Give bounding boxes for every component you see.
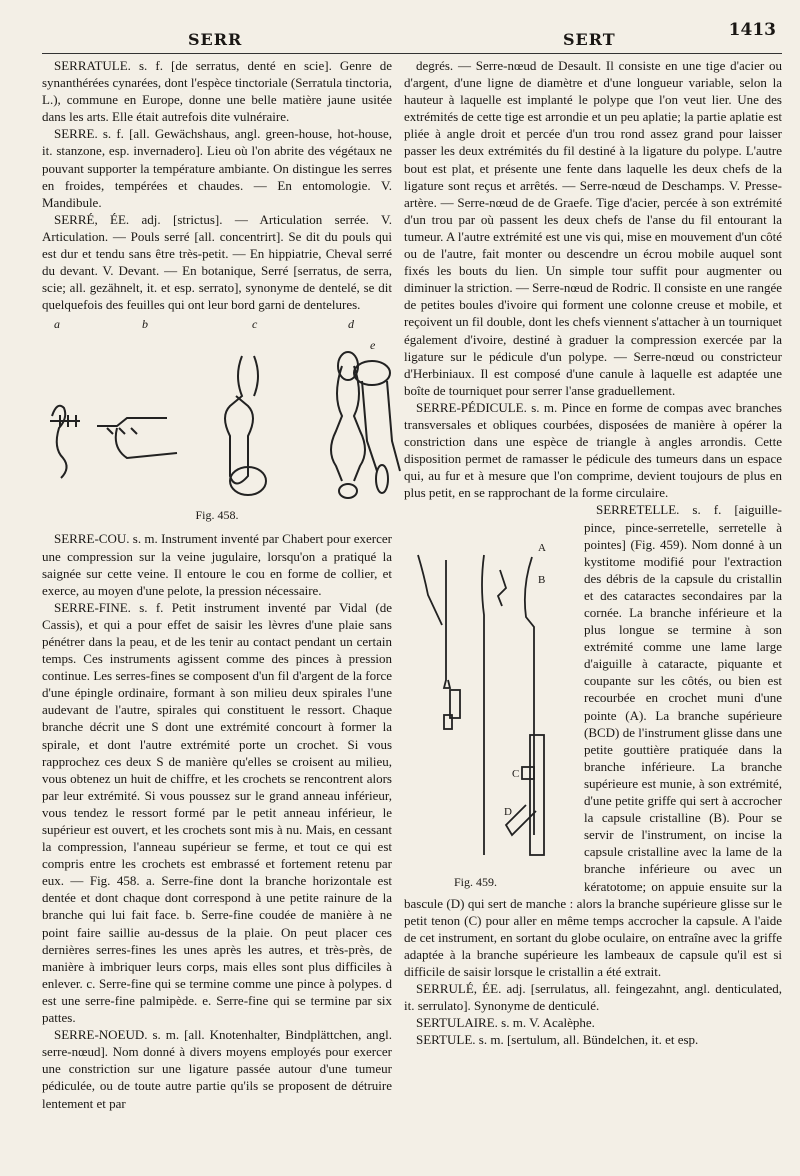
fig459-label-C: C bbox=[512, 768, 520, 781]
serretelle-illustration bbox=[404, 505, 576, 875]
entry-serratule: SERRATULE. s. f. [de serratus, denté en scie]. Genre de synanthérées cynarées, dont l'espèce tinctoriale (Serratula tinctoria, L.), commune en Europe, donne une belle matière jaune usitée dans les arts. Elle était autrefois dite vulnéraire. bbox=[42, 58, 392, 125]
fig459-label-A: A bbox=[538, 542, 546, 555]
entry-serre-noeud: SERRE-NOEUD. s. m. [all. Knotenhalter, Bindplättchen, angl. serre-nœud]. Nom donné à divers moyens employés pour exercer une constriction sur une ligature passée autour d'une tumeur pédiculée, ou de toute autre partie qu'ils se proposent de détruire lentement et par bbox=[42, 1027, 392, 1111]
entry-serre-adj: SERRÉ, ÉE. adj. [strictus]. — Articulation serrée. V. Articulation. — Pouls serré [all. concentrirt]. Se dit du pouls qui est dur et tendu sans être très-petit. — En hippiatrie, Cheval serré du devant. V. Devant. — En botanique, Serré [serratus, de serra, scie; all. gezähnelt, it. et esp. serrato], synonyme de dentelé, se dit quelquefois des feuilles qui ont leur bord garni de dentelures. bbox=[42, 211, 392, 313]
running-head-center: SERT bbox=[563, 30, 616, 49]
left-column bbox=[42, 57, 392, 1112]
entry-sertulaire: SERTULAIRE. s. m. V. Acalèphe. bbox=[416, 1015, 595, 1031]
entry-serretelle: SERRETELLE. s. f. [aiguille-pince, pince-serretelle, serretelle à pointes] (Fig. 459). Nom donné à un kystitome modifié pour l'extraction des débris de la capsule du cristallin et des cataractes secondaires par la cornée. La branche inférieure et la plus longue se termine à son extrémité comme une lame large d'aiguille à cataracte, piquante et coupante sur les côtés, ou bien est recourbée en crochet muni d'une pointe (A). La branche supérieure (BCD) de l'instrument glisse dans une petite gouttière pratiquée dans la branche inférieure. La branche supérieure est munie, à son extrémité, d'une petite griffe qui sert à accrocher la capsule cristalline (B). Pour se servir de l'instrument, on incise la capsule cristalline avec la lame de la branche inférieure ou avec un kératotome; on appuie ensuite sur la bascule (D) qui sert de manche : alors la branche supérieure glisse sur le petit tenon (C) pour aller en même temps accrocher la capsule. A l'aide de cet instrument, en sortant du globe oculaire, on entraîne avec la griffe adaptée à la branche supérieure les lambeaux de capsule qu'il est si difficile de saisir lorsque le cristallin a été extrait. bbox=[404, 502, 782, 979]
serre-fine-illustration bbox=[42, 326, 392, 506]
fig458-label-b: b bbox=[142, 317, 148, 332]
figure-458 bbox=[42, 316, 392, 524]
serre-fine-six-legs-illustration bbox=[352, 359, 412, 499]
figure-459 bbox=[404, 505, 576, 893]
fig458-label-d: d bbox=[348, 317, 354, 332]
fig459-label-D: D bbox=[504, 806, 512, 819]
entry-serre-fine: SERRE-FINE. s. f. Petit instrument inventé par Vidal (de Cassis), et qui a pour effet de saisir les lèvres d'une plaie sans pénétrer dans la peau, et de les tenir au contact pendant un certain temps. Ces instruments agissent comme des pinces à pression continue. Les serres-fines se composent d'un fil d'argent de la force d'une épingle ordinaire, formant à son milieu deux spirales l'une audevant de l'autre, spirales qui constituent le ressort. Chaque branche décrit une S dont une extrémité concourt à former la spirale, et dont l'autre extrémité porte un crochet. Si vous rapprochez ces deux S de manière qu'elles se croisent au milieu, vous obtenez un huit de chiffre, et les crochets se rencontrent alors par leur extrémité. Si vous poussez sur le grand anneau inférieur, vous tendez le ressort formé par le petit anneau inférieur, le supérieur est ouvert, et les crochets sont mis à nu. Mais, en cessant la compression, l'anneau supérieur se ferme, et tout ce qui est compris entre les crochets est embrassé et fortement retenu par eux. — Fig. 458. a. Serre-fine dont la branche horizontale est dentée et dont chaque dont correspond à une petite rainure de la branche qui lui fait face. b. Serre-fine coudée de manière à ne point faire saillie au-dessus de la plaie. On peut placer ces dernières serres-fines les unes après les autres, et très-près, de manière à imbriquer leurs corps, mais elles sont plus difficiles à enlever. c. Serre-fine qui se termine comme une pince à polypes. d est une serre-fine palmipède. e. Serre-fine qui se termine par six pattes. bbox=[42, 599, 392, 1026]
right-column bbox=[370, 57, 782, 1048]
entry-serre-noeud-continued: degrés. — Serre-nœud de Desault. Il consiste en une tige d'acier ou d'argent, d'une ligne de diamètre et d'une longueur variable, selon la hauteur à laquelle est implanté le polype que l'on veut lier. Une des extrémités de cette tige est arrondie et un peu aplatie; la partie aplatie est pliée à angle droit et percée d'un trou rond assez grand pour laisser passer les deux extrémités du fil destiné à la ligature du polype. L'autre bout est plat, et présente une fente dans laquelle les deux chefs de la ligature sont reçus et arrêtés. — Serre-nœud de Deschamps. V. Presse-artère. — Serre-nœud de de Graefe. Tige d'acier, percée à son extrémité d'un trou par où passent les deux chefs de l'anse du fil entourant la tumeur. A l'autre extrémité est une vis qui, mise en mouvement d'un côté ou de l'autre, fait monter ou descendre un écrou mobile auquel sont fixés les bouts du lien. Un simple tour suffit pour augmenter ou diminuer la striction. — Serre-nœud de Rodric. Il consiste en une rangée de petites boules d'ivoire qui forment une colonne creuse et mobile, et reçoivent un fil double, dont les chefs viennent s'attacher à un tourniquet également d'ivoire, destiné à graduer la compression exercée par la ligature sur le pédicule d'un polype. — Serre-nœud ou constricteur d'Herbiniaux. Il est composé d'une canule à laquelle est adaptée une boîte de tourniquet pour serrer l'anse graduellement. bbox=[404, 58, 782, 398]
fig459-caption: Fig. 459. bbox=[454, 875, 498, 890]
fig458-caption: Fig. 458. bbox=[195, 508, 239, 523]
running-head-left: SERR bbox=[188, 30, 243, 49]
entry-serrule: SERRULÉ, ÉE. adj. [serrulatus, all. feingezahnt, angl. denticulated, it. serrulato]. Synonyme de denticulé. bbox=[404, 981, 782, 1014]
page-number: 1413 bbox=[728, 20, 776, 40]
fig458-label-c: c bbox=[252, 317, 258, 332]
fig459-label-B: B bbox=[538, 574, 546, 587]
fig458-label-e: e bbox=[370, 338, 376, 352]
header-rule bbox=[42, 53, 782, 54]
fig458-label-a: a bbox=[54, 317, 60, 332]
entry-serre: SERRE. s. f. [all. Gewächshaus, angl. green-house, hot-house, it. stanzone, esp. invernadero]. Lieu où l'on abrite des végétaux ne pouvant supporter la température ambiante. On distingue les serres en froides, tempérées et chaudes. — En entomologie. V. Mandibule. bbox=[42, 126, 392, 210]
entry-serre-pedicule: SERRE-PÉDICULE. s. m. Pince en forme de compas avec branches transversales et obliques courbées, disposées de manière à opérer la constriction dans une espèce de triangle à angles arrondis. Cette disposition permet de ramasser le pédicule des tumeurs dans un espace qui, au fur et à mesure que l'on comprime, devient toujours de plus en plus petit, en se rapprochant de la forme circulaire. bbox=[404, 399, 782, 501]
figure-458-e bbox=[352, 338, 412, 479]
entry-sertule: SERTULE. s. m. [sertulum, all. Bündelchen, it. et esp. bbox=[416, 1032, 699, 1048]
entry-serre-cou: SERRE-COU. s. m. Instrument inventé par Chabert pour exercer une compression sur la veine jugulaire, lorsqu'on a pratiqué la saignée sur cette veine. Il entoure le cou en forme de collier, et exerce, au moyen d'une pelote, la pression nécessaire. bbox=[42, 531, 392, 598]
